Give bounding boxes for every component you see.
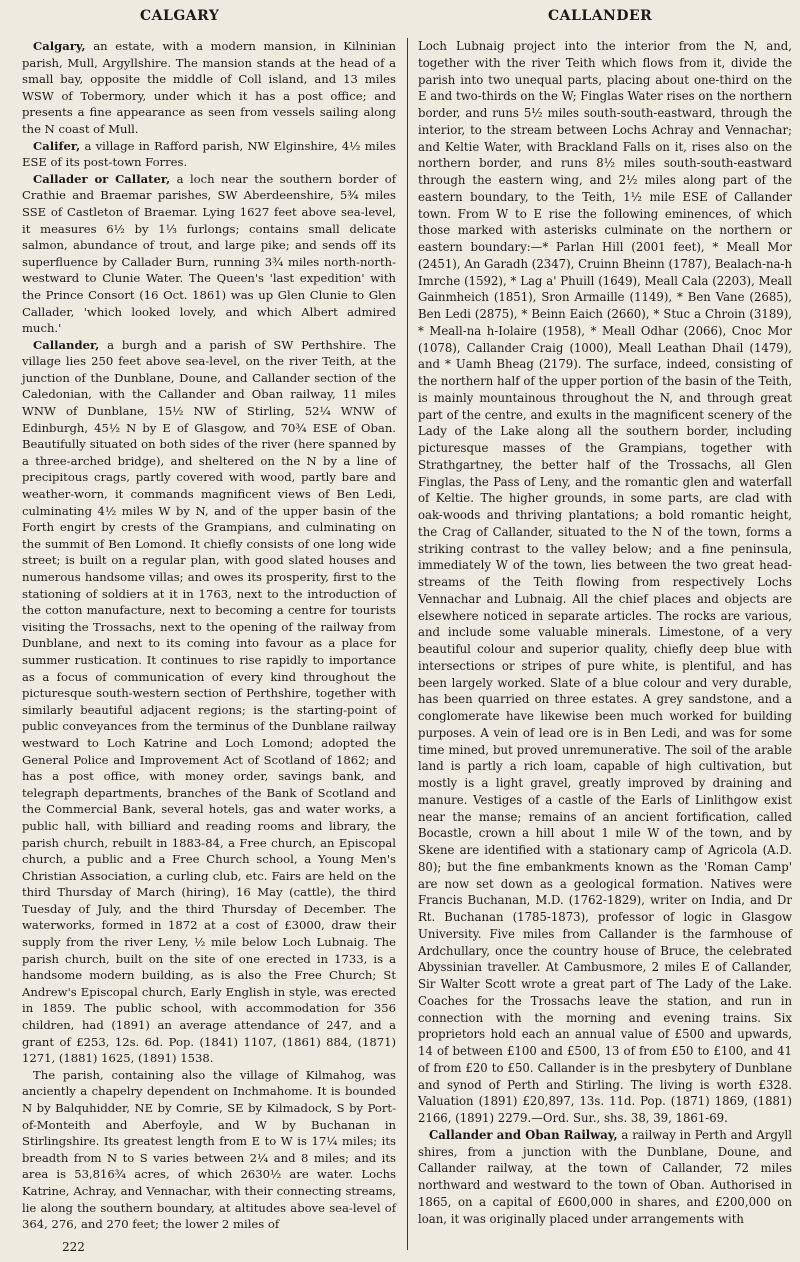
entry-paragraph: [22, 138, 396, 171]
entry-text: a railway in Perth and Argyll shires, from a junction with the Dunblane, Doune, and Callander railway, at the town of Callander, 72 miles northward and westward to the town of Oban. Authorised in 1865, on a capital of £600,000 in shares, and £200,000 on loan, it was originally placed under arrangements with: [418, 1127, 792, 1226]
entry-paragraph: [22, 1067, 396, 1233]
right-column: [418, 38, 792, 1227]
column-divider: [407, 38, 408, 1250]
running-head-right: CALLANDER: [548, 8, 653, 24]
entry-head: Callander,: [33, 337, 100, 352]
entry-text: a village in Rafford parish, NW Elginshire, 4½ miles ESE of its post-town Forres.: [22, 138, 396, 170]
entry-text: Loch Lubnaig project into the interior from the N, and, together with the river Teith which flows from it, divide the parish into two unequal parts, placing about one-third on the E and two-thirds on the W; Finglas Water rises on the northern border, and runs 5½ miles south-south-eastward, through the interior, to the stream between Lochs Achray and Vennachar; and Keltie Water, with Brackland Falls on it, rises also on the northern border, and runs 8½ miles south-south-eastward through the eastern wing, and 2½ miles along part of the eastern boundary, to the Teith, 1½ mile ESE of Callander town. From W to E rise the following eminences, of which those marked with asterisks culminate on the northern or eastern boundary:—* Parlan Hill (2001 feet), * Meall Mor (2451), An Garadh (2347), Cruinn Bheinn (1787), Bealach-na-h Imrche (1592), * Lag a' Phuill (1649), Meall Cala (2203), Meall Gainmheich (1851), Sron Armaille (1149), * Ben Vane (2685), Ben Ledi (2875), * Beinn Eaich (2660), * Stuc a Chroin (3189), * Meall-na h-Iolaire (1958), * Meall Odhar (2066), Cnoc Mor (1078), Callander Craig (1000), Meall Leathan Dhail (1479), and * Uamh Bheag (2179). The surface, indeed, consisting of the northern half of the upper portion of the basin of the Teith, is mainly mountainous throughout the N, and through great part of the centre, and exults in the magnificent scenery of the Lady of the Lake along all the southern border, including picturesque masses of the Grampians, together with Strathgartney, the better half of the Trossachs, all Glen Finglas, the Pass of Leny, and the romantic glen and waterfall of Keltie. The higher grounds, in some parts, are clad with oak-woods and thriving plantations; a bold romantic height, the Crag of Callander, situated to the N of the town, forms a striking contrast to the valley below; and a fine peninsula, immediately W of the town, lies between the two great head-streams of the Teith flowing from respectively Lochs Vennachar and Lubnaig. All the chief places and objects are elsewhere noticed in separate articles. The rocks are various, and include some valuable minerals. Limestone, of a very beautiful colour and superior quality, chiefly deep blue with intersections or stripes of pure white, is plentiful, and has been largely worked. Slate of a blue colour and very durable, has been quarried on three estates. A grey sandstone, and a conglomerate have likewise been much worked for building purposes. A vein of lead ore is in Ben Ledi, and was for some time mined, but proved unremunerative. The soil of the arable land is partly a rich loam, capable of high cultivation, but mostly is a light gravel, greatly improved by draining and manure. Vestiges of a castle of the Earls of Linlithgow exist near the manse; remains of an ancient fortification, called Bocastle, crown a hill about 1 mile W of the town, and by Skene are identified with a stationary camp of Agricola (A.D. 80); but the fine embankments known as the 'Roman Camp' are now set down as a geological formation. Natives were Francis Buchanan, M.D. (1762-1829), writer on India, and Dr Rt. Buchanan (1785-1873), professor of logic in Glasgow University. Five miles from Callander is the farmhouse of Ardchullary, once the country house of Bruce, the celebrated Abyssinian traveller. At Cambusmore, 2 miles E of Callander, Sir Walter Scott wrote a great part of The Lady of the Lake. Coaches for the Trossachs leave the station, and run in connection with the morning and evening trains. Six proprietors hold each an annual value of £500 and upwards, 14 of between £100 and £500, 13 of from £50 to £100, and 41 of from £20 to £50. Callander is in the presbytery of Dunblane and synod of Perth and Stirling. The living is worth £328. Valuation (1891) £20,897, 13s. 11d. Pop. (1871) 1869, (1881) 2166, (1891) 2279.—Ord. Sur., shs. 38, 39, 1861-69.: [418, 39, 792, 1125]
running-head-left: CALGARY: [140, 8, 220, 24]
entry-paragraph: [22, 38, 396, 138]
entry-text: an estate, with a modern mansion, in Kilninian parish, Mull, Argyllshire. The mansion stands at the head of a small bay, opposite the middle of Coll island, and 13 miles WSW of Tobermory, under which it has a post office; and presents a fine appearance as seen from vessels sailing along the N coast of Mull.: [22, 39, 396, 136]
left-column: [22, 38, 396, 1233]
entry-paragraph: [22, 171, 396, 337]
entry-head: Calgary,: [33, 39, 86, 53]
entry-text: The parish, containing also the village of Kilmahog, was anciently a chapelry dependent on Inchmahome. It is bounded N by Balquhidder, NE by Comrie, SE by Kilmadock, S by Port-of-Monteith and Aberfoyle, and W by Buchanan in Stirlingshire. Its greatest length from E to W is 17¼ miles; its breadth from N to S varies between 2¼ and 8 miles; and its area is 53,816¾ acres, of which 2630½ are water. Lochs Katrine, Achray, and Vennachar, with their connecting streams, lie along the southern boundary, at altitudes above sea-level of 364, 276, and 270 feet; the lower 2 miles of: [22, 1067, 396, 1232]
entry-paragraph: [418, 1127, 792, 1228]
entry-head: Callader or Callater,: [33, 171, 171, 186]
entry-head: Califer,: [33, 138, 81, 153]
entry-paragraph: [418, 38, 792, 1127]
entry-head: Callander and Oban Railway,: [429, 1127, 618, 1142]
entry-text: a loch near the southern border of Crathie and Braemar parishes, SW Aberdeenshire, 5¾ miles SSE of Castleton of Braemar. Lying 1627 feet above sea-level, it measures 6½ by 1⅓ furlongs; contains small delicate salmon, abundance of trout, and large pike; and sends off its superfluence by Callader Burn, running 3¾ miles north-north-westward to Clunie Water. The Queen's 'last expedition' with the Prince Consort (16 Oct. 1861) was up Glen Clunie to Glen Callader, 'which looked lovely, and which Albert admired much.': [22, 171, 396, 336]
entry-paragraph: [22, 337, 396, 1067]
entry-text: a burgh and a parish of SW Perthshire. The village lies 250 feet above sea-level, on the river Teith, at the junction of the Dunblane, Doune, and Callander section of the Caledonian, with the Callander and Oban railway, 11 miles WNW of Dunblane, 15½ NW of Stirling, 52¼ WNW of Edinburgh, 45½ N by E of Glasgow, and 70¾ ESE of Oban. Beautifully situated on both sides of the river (here spanned by a three-arched bridge), and sheltered on the N by a line of precipitous crags, partly covered with wood, partly bare and weather-worn, it commands magnificent views of Ben Ledi, culminating 4½ miles W by N, and of the upper basin of the Forth engirt by crests of the Grampians, and culminating on the summit of Ben Lomond. It chiefly consists of one long wide street; is built on a regular plan, with good slated houses and numerous handsome villas; and owes its prosperity, first to the stationing of soldiers at it in 1763, next to the introduction of the cotton manufacture, next to becoming a centre for tourists visiting the Trossachs, next to the opening of the railway from Dunblane, and next to its coming into favour as a place for summer rustication. It continues to rise rapidly to importance as a focus of communication of every kind throughout the picturesque south-western section of Perthshire, together with similarly beautiful adjacent regions; is the starting-point of public conveyances from the terminus of the Dunblane railway westward to Loch Katrine and Loch Lomond; adopted the General Police and Improvement Act of Scotland of 1862; and has a post office, with money order, savings bank, and telegraph departments, branches of the Bank of Scotland and the Commercial Bank, several hotels, gas and water works, a public hall, with billiard and reading rooms and library, the parish church, rebuilt in 1883-84, a Free church, an Episcopal church, a public and a Free Church school, a Young Men's Christian Association, a curling club, etc. Fairs are held on the third Thursday of March (hiring), 16 May (cattle), the third Tuesday of July, and the third Thursday of December. The waterworks, formed in 1872 at a cost of £3000, draw their supply from the river Leny, ½ mile below Loch Lubnaig. The parish church, built on the site of one erected in 1733, is a handsome modern building, as is also the Free Church; St Andrew's Episcopal church, Early English in style, was erected in 1859. The public school, with accommodation for 356 children, had (1891) an average attendance of 247, and a grant of £253, 12s. 6d. Pop. (1841) 1107, (1861) 884, (1871) 1271, (1881) 1625, (1891) 1538.: [22, 337, 396, 1066]
page-number: 222: [62, 1240, 85, 1254]
